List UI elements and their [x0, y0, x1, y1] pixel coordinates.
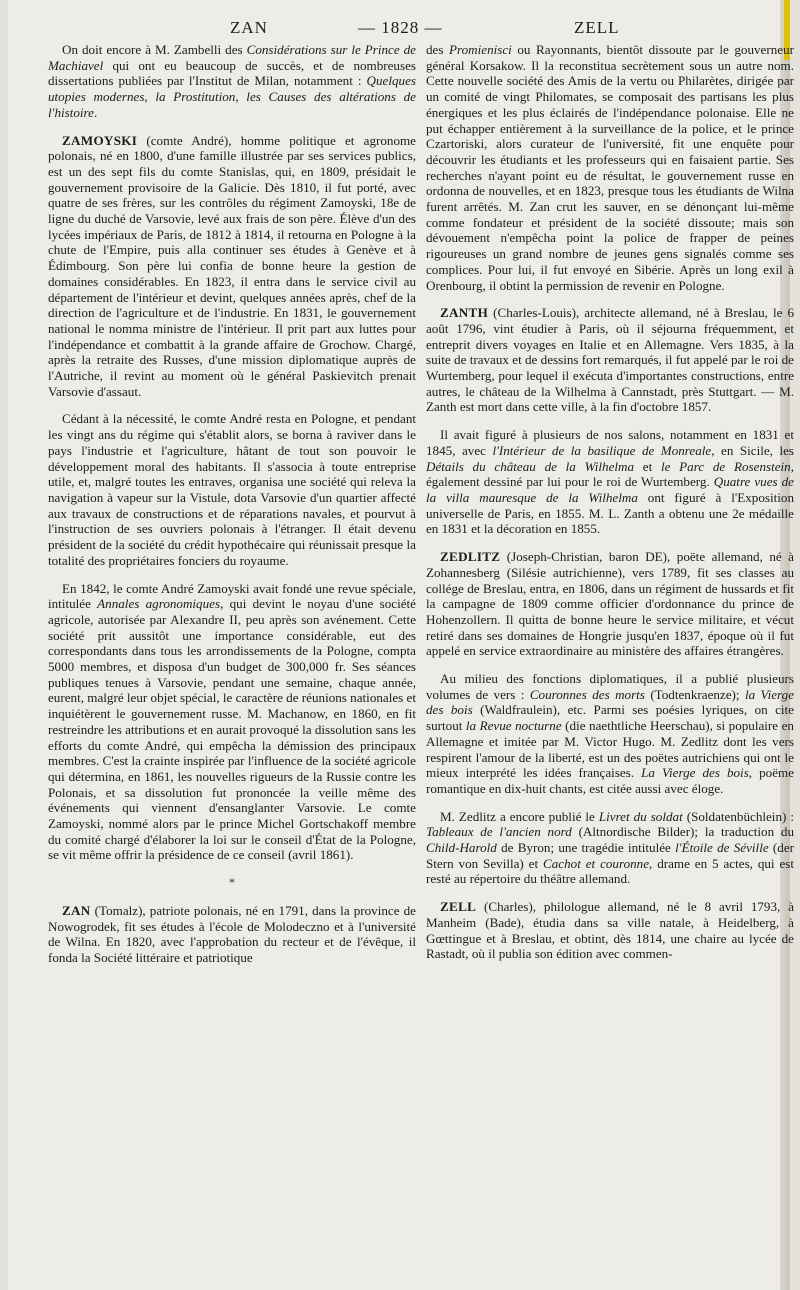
zamoyski-paragraph-2: Cédant à la nécessité, le comte André resta en Pologne, et pendant les vingt ans du régime qui s'établit alors, se borna à raviver dans le pays l'industrie et l'agriculture, hâtant de tout son pouvoir le développement moral des habitants. Il s'associa à toute entreprise utile, et, malgré toutes les entraves, organisa une société qui releva la navigation à vapeur sur la Vistule, dota Varsovie d'un quartier affecté aux travaux de constructions et de réparations navales, et pourvut à l'instruction de ses ouvriers polonais à l'étranger. Il était devenu président de la société du crédit hypothécaire qui réunissait presque la totalité des propriétaires fonciers du royaume. [48, 411, 416, 568]
page [8, 0, 795, 1290]
zamoyski-paragraph-3: En 1842, le comte André Zamoyski avait fondé une revue spéciale, intitulée Annales agronomiques, qui devint le noyau d'une société agricole, autorisée par Alexandre II, peu après son avénement. Cette société prit aussitôt une importance considérable, eut des correspondants dans tous les arrondissements de la Pologne, compta 5000 membres, et disposa d'un budget de 300,000 fr. Ses séances publiques tenues à Varsovie, pendant une semaine, chaque année, eurent, malgré leur objet spécial, le caractère de réunions nationales et inquiétèrent le gouvernement russe. M. Machanow, en 1860, en fit restreindre les attributions et en aurait provoqué la dissolution sans les efforts du comte André, qui empêcha la démission des principaux membres. C'est la crainte inspirée par l'influence de la société agricole qui détermina, en 1861, les nouvelles rigueurs de la Russie contre les Polonais, et sa dissolution fut prononcée la veille même des événements qui viennent d'ensanglanter Varsovie. Le comte Zamoyski, nommé alors par le prince Michel Gortschakoff membre du comité chargé d'élaborer la loi sur le conseil d'État de la Pologne, se vit même offrir la présidence de ce conseil (avril 1861). [48, 580, 416, 863]
entry-zell: ZELL (Charles), philologue allemand, né le 8 avril 1793, à Manheim (Bade), étudia dans sa ville natale, à Heidelberg, à Gœttingue et à Breslau, et obtint, dès 1814, une chaire au lycée de Rastadt, où il publia son édition avec commen- [426, 899, 794, 962]
zedlitz-paragraph-3: M. Zedlitz a encore publié le Livret du soldat (Soldatenbüchlein) : Tableaux de l'ancien nord (Altnordische Bilder); la traduction du Child-Harold de Byron; une tragédie intitulée l'Étoile de Séville (der Stern von Sevilla) et Cachot et couronne, drame en 5 actes, qui est resté au répertoire du théâtre allemand. [426, 808, 794, 887]
right-column [426, 42, 794, 974]
entry-separator: * [229, 875, 235, 890]
header-page-number: — 1828 — [358, 18, 443, 37]
headword: ZANTH [440, 305, 489, 321]
left-column [48, 42, 416, 978]
headword: ZAMOYSKI [62, 132, 138, 148]
entry-zedlitz: ZEDLITZ (Joseph-Christian, baron DE), poëte allemand, né à Zohannesberg (Silésie autrichienne), vers 1789, fit ses classes au collége de Breslau, entra, en 1806, dans un régiment de hussards et fit la campagne de 1809 comme officier d'ordonnance du prince de Hohenzollern. Il quitta de bonne heure le service militaire, et vécut retiré dans ses domaines de Hongrie jusqu'en 1837, époque où il fut appelé en service extraordinaire au ministère des affaires étrangères. [426, 549, 794, 659]
zambelli-paragraph: On doit encore à M. Zambelli des Considérations sur le Prince de Machiavel qui ont eu beaucoup de succès, et de nombreuses dissertations publiées par l'Institut de Milan, notamment : Quelques utopies modernes, la Prostitution, les Causes des altérations de l'histoire. [48, 42, 416, 120]
header-right: ZELL [574, 18, 620, 37]
entry-zamoyski: ZAMOYSKI (comte André), homme politique et agronome polonais, né en 1800, d'une famille illustrée par ses services publics, est un des sept fils du comte Stanislas, qui, en 1809, présidait le gouvernement provisoire de la Galicie. Dès 1810, il fut porté, avec quatre de ses frères, sur les contrôles du régiment Zamoyski, 18e de ligne du duché de Varsovie, levé aux frais de son père. Élève d'un des lycées impériaux de Paris, de 1812 à 1814, il retourna en Pologne à la chute de l'Empire, puis alla continuer ses études à Genève et à Édimbourg. Son père lui confia de bonne heure la gestion de domaines considérables. En 1823, il entra dans le service civil au département de l'intérieur et devint, quelques années après, chef de la direction de l'agriculture et de l'industrie. En 1831, le gouvernement national le nomma ministre de l'intérieur. Il prit part aux luttes pour l'indépendance et combattit à la grande affaire de Grochow. Chargé, après la retraite des Russes, d'une mission diplomatique auprès de l'Autriche, il revint au moment où le général Paskievitch prenait Varsovie d'assaut. [48, 132, 416, 399]
headword: ZAN [62, 902, 91, 918]
zedlitz-paragraph-2: Au milieu des fonctions diplomatiques, il a publié plusieurs volumes de vers : Couronnes des morts (Todtenkraenze); la Vierge des bois (Waldfraulein), etc. Parmi ses poésies lyriques, on cite surtout la Revue nocturne (die naethtliche Heerschau), si populaire en Allemagne et imitée par M. Victor Hugo. M. Zedlitz dont les vers respirent l'amour de la liberté, est un des poëtes autrichiens qui ont le mieux interprété les idées françaises. La Vierge des bois, poëme romantique en dix-huit chants, est citée aussi avec éloge. [426, 671, 795, 796]
headword: ZELL [440, 899, 477, 915]
headword: ZEDLITZ [440, 549, 501, 565]
running-head [8, 18, 790, 44]
zanth-paragraph-2: Il avait figuré à plusieurs de nos salons, notamment en 1831 et 1845, avec l'Intérieur de la basilique de Monreale, en Sicile, les Détails du château de la Wilhelma et le Parc de Rosenstein, également dessiné par lui pour le roi de Wurtemberg. Quatre vues de la villa mauresque de la Wilhelma ont figuré à l'Exposition universelle de Paris, en 1855. M. L. Zanth a obtenu une 2e médaille en 1831 et la décoration en 1855. [426, 427, 794, 537]
header-left: ZAN [230, 18, 268, 37]
zan-continuation: des Promienisci ou Rayonnants, bientôt dissoute par le gouverneur général Korsakow. Il la reconstitua secrètement sous un autre nom. Cette nouvelle société des Amis de la vertu ou Philarètes, dirigée par un comité de vingt Philomates, se composait des partisans les plus énergiques et les plus éclairés de l'indépendance polonaise. Elle ne put échapper entièrement à la surveillance de la police, et le prince Czartoriski, alors curateur de l'université, fit une enquête pour découvrir les étudiants et les professeurs qui en faisaient partie. Ses recherches n'ayant point eu de résultat, le gouvernement russe en ordonna de nouvelles, et en 1823, presque tous les étudiants de Wilna furent arrêtés. M. Zan crut les sauver, en se dénonçant lui-même comme fondateur et président de la société dissoute; mais son dévouement n'empêcha point la police de frapper de peines rigoureuses un grand nombre de jeunes gens signalés comme ses complices. Pour lui, il fut envoyé en Sibérie. Après un long exil à Orenbourg, il obtint la permission de revenir en Pologne. [426, 42, 794, 293]
entry-zan: ZAN (Tomalz), patriote polonais, né en 1791, dans la province de Nowogrodek, fit ses études à l'école de Molodeczno et à l'université de Wilna. En 1820, avec l'approbation du recteur et de l'évêque, il fonda la Société littéraire et patriotique [48, 902, 416, 965]
entry-zanth: ZANTH (Charles-Louis), architecte allemand, né à Breslau, le 6 août 1796, vint étudier à Paris, où il séjourna fréquemment, et entreprit divers voyages en Italie et en Allemagne. Vers 1835, à la suite de travaux et de dessins fort remarqués, il fut appelé par le roi de Wurtemberg, pour lequel il exécuta d'importantes constructions, entre autres, le château de la Wilhelma à Cannstadt, près Stuttgart. — M. Zanth est mort dans cette ville, à la fin d'octobre 1857. [426, 305, 794, 415]
